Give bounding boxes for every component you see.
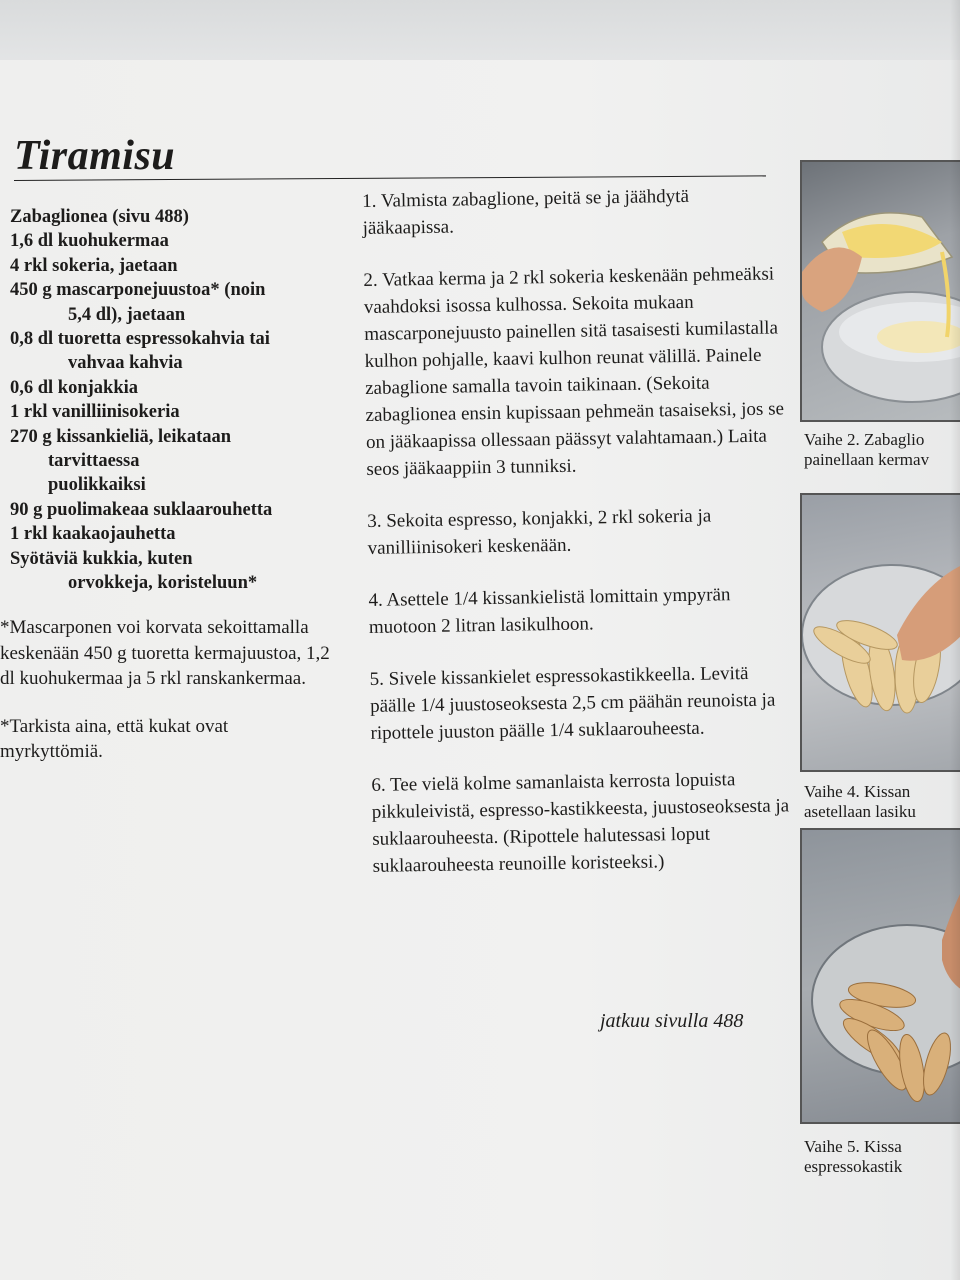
ingredient-item [10, 498, 350, 522]
photo-caption [804, 782, 960, 822]
ingredient-item [10, 376, 350, 400]
photo-step-2 [800, 160, 960, 422]
ingredient-item [10, 229, 350, 253]
step-2: 2. Vatkaa kerma ja 2 rkl sokeria keskenään pehmeäksi vaahdoksi isossa kulhossa. Sekoita mukaan mascarponejuusto painellen sitä tasaisesti kumilastalla kulhon pohjalle, kaavi kulhon reunat välillä. Painele zabaglione samalla tavoin taikinaan. (Sekoita zabaglionea ensin kupissaan pehmeän tasaiseksi, jos se on jääkaapissa ollessaan päässyt valahtamaan.) Laita seos jääkaappiin 3 tunniksi. [363, 263, 785, 480]
ingredient-item [10, 400, 350, 424]
caption-line: Vaihe 4. Kissan [804, 782, 911, 801]
ingredient-text: 1 rkl vanilliinisokeria [10, 402, 180, 423]
ingredient-continuation: tarvittaessa [48, 451, 140, 472]
caption-line: espressokastik [804, 1157, 903, 1176]
photo-caption [804, 430, 960, 470]
ingredient-text: 0,8 dl tuoretta espressokahvia tai [10, 329, 270, 350]
step-3: 3. Sekoita espresso, konjakki, 2 rkl sokeria ja vanilliinisokeri keskenään. [367, 505, 712, 559]
photo-step-4 [800, 493, 960, 772]
recipe-title: Tiramisu [14, 133, 176, 179]
caption-line: painellaan kermav [804, 450, 930, 469]
ingredient-item [10, 205, 350, 229]
page-edge-shadow [950, 0, 960, 1280]
footnote-mascarpone: *Mascarponen voi korvata sekoittamalla keskenään 450 g tuoretta kermajuustoa, 1,2 dl kuohukermaa ja 5 rkl ranskankermaa. [0, 617, 330, 689]
layered-bowl-illustration [802, 830, 960, 1122]
caption-line: asetellaan lasiku [804, 802, 916, 821]
bowl-pouring-illustration [802, 162, 960, 420]
step-5: 5. Sivele kissankielet espressokastikkeella. Levitä päälle 1/4 juustoseoksesta 2,5 cm päähän reunoista ja ripottele juuston päälle 1/4 suklaarouheesta. [369, 662, 776, 744]
ladyfingers-bowl-illustration [802, 495, 960, 770]
step-1: 1. Valmista zabaglione, peitä se ja jäähdytä jääkaapissa. [362, 185, 690, 239]
ingredient-item [10, 254, 350, 278]
caption-line: Vaihe 5. Kissa [804, 1137, 902, 1156]
caption-line: Vaihe 2. Zabaglio [804, 430, 925, 449]
ingredient-text: 270 g kissankieliä, leikataan [10, 426, 232, 447]
ingredient-text: 4 rkl sokeria, jaetaan [10, 255, 178, 276]
ingredient-continuation: 5,4 dl), jaetaan [68, 304, 186, 325]
ingredient-continuation: puolikkaiksi [48, 475, 146, 496]
ingredient-item [10, 425, 350, 498]
ingredient-text: 90 g puolimakeaa suklaarouhetta [10, 499, 273, 520]
ingredient-item [10, 522, 350, 546]
ingredient-item [10, 327, 350, 376]
footnotes [0, 615, 330, 787]
photo-step-5 [800, 828, 960, 1124]
ingredient-text: 1 rkl kaakaojauhetta [10, 524, 176, 545]
ingredient-text: Syötäviä kukkia, kuten [10, 548, 193, 569]
ingredient-continuation: orvokkeja, koristeluun* [68, 573, 258, 594]
ingredient-text: 0,6 dl konjakkia [10, 377, 139, 398]
ingredient-text: Zabaglionea (sivu 488) [10, 207, 189, 227]
ingredients-list [10, 205, 350, 596]
step-4: 4. Asettele 1/4 kissankielistä lomittain ympyrän muotoon 2 litran lasikulhoon. [368, 584, 731, 638]
step-6: 6. Tee vielä kolme samanlaista kerrosta lopuista pikkuleivistä, espresso-kastikkeesta, juustoseoksesta ja suklaarouheesta. (Ripottele halutessasi loput suklaarouheesta reunoille koristeeksi.) [371, 769, 790, 877]
photo-caption [804, 1137, 960, 1177]
ingredient-text: 1,6 dl kuohukermaa [10, 231, 169, 252]
ingredient-item [10, 278, 350, 327]
ingredient-continuation: vahvaa kahvia [68, 353, 183, 374]
method-steps [362, 181, 793, 905]
ingredient-item [10, 547, 350, 596]
ingredient-text: 450 g mascarponejuustoa* (noin [10, 280, 266, 301]
footnote-flowers: *Tarkista aina, että kukat ovat myrkyttömiä. [0, 715, 229, 762]
continued-note: jatkuu sivulla 488 [600, 1010, 744, 1032]
